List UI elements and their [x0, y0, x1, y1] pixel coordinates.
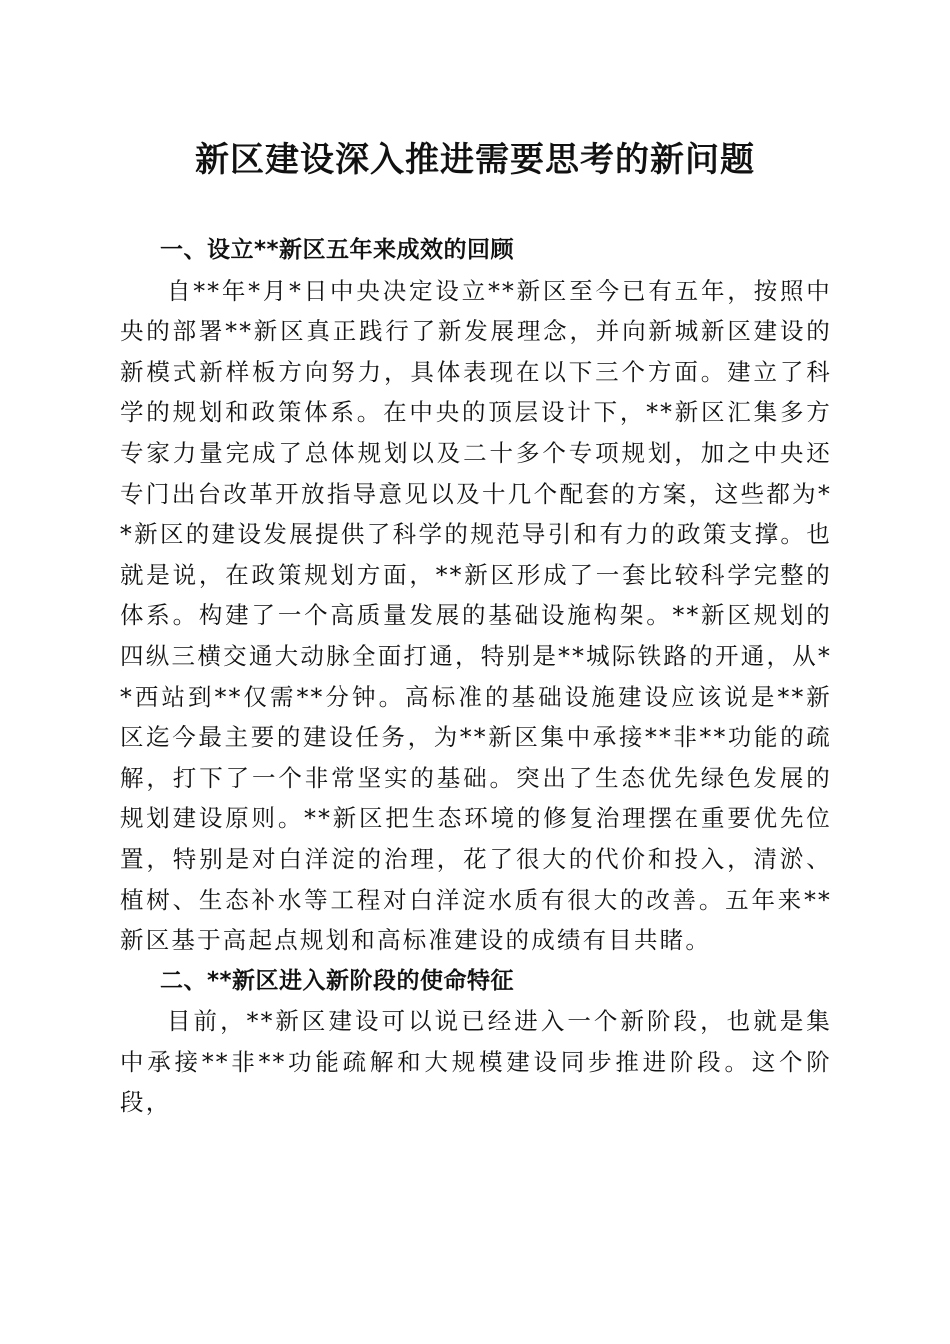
- section-paragraph-1: 自**年*月*日中央决定设立**新区至今已有五年，按照中央的部署**新区真正践行了新发展理念，并向新城新区建设的新模式新样板方向努力，具体表现在以下三个方面。建立了科学的规划和政策体系。在中央的顶层设计下，**新区汇集多方专家力量完成了总体规划以及二十多个专项规划，加之中央还专门出台改革开放指导意见以及十几个配套的方案，这些都为**新区的建设发展提供了科学的规范导引和有力的政策支撑。也就是说，在政策规划方面，**新区形成了一套比较科学完整的体系。构建了一个高质量发展的基础设施构架。**新区规划的四纵三横交通大动脉全面打通，特别是**城际铁路的开通，从**西站到**仅需**分钟。高标准的基础设施建设应该说是**新区迄今最主要的建设任务，为**新区集中承接**非**功能的疏解，打下了一个非常坚实的基础。突出了生态优先绿色发展的规划建设原则。**新区把生态环境的修复治理摆在重要优先位置，特别是对白洋淀的治理，花了很大的代价和投入，清淤、植树、生态补水等工程对白洋淀水质有很大的改善。五年来**新区基于高起点规划和高标准建设的成绩有目共睹。: [120, 276, 832, 955]
- document-title: 新区建设深入推进需要思考的新问题: [195, 140, 755, 180]
- section-paragraph-2: 目前，**新区建设可以说已经进入一个新阶段，也就是集中承接**非**功能疏解和大规模建设同步推进阶段。这个阶段，: [120, 1007, 832, 1117]
- section-heading-1: 一、设立**新区五年来成效的回顾: [160, 237, 515, 263]
- section-heading-2: 二、**新区进入新阶段的使命特征: [160, 967, 515, 994]
- document-body: [120, 230, 832, 1123]
